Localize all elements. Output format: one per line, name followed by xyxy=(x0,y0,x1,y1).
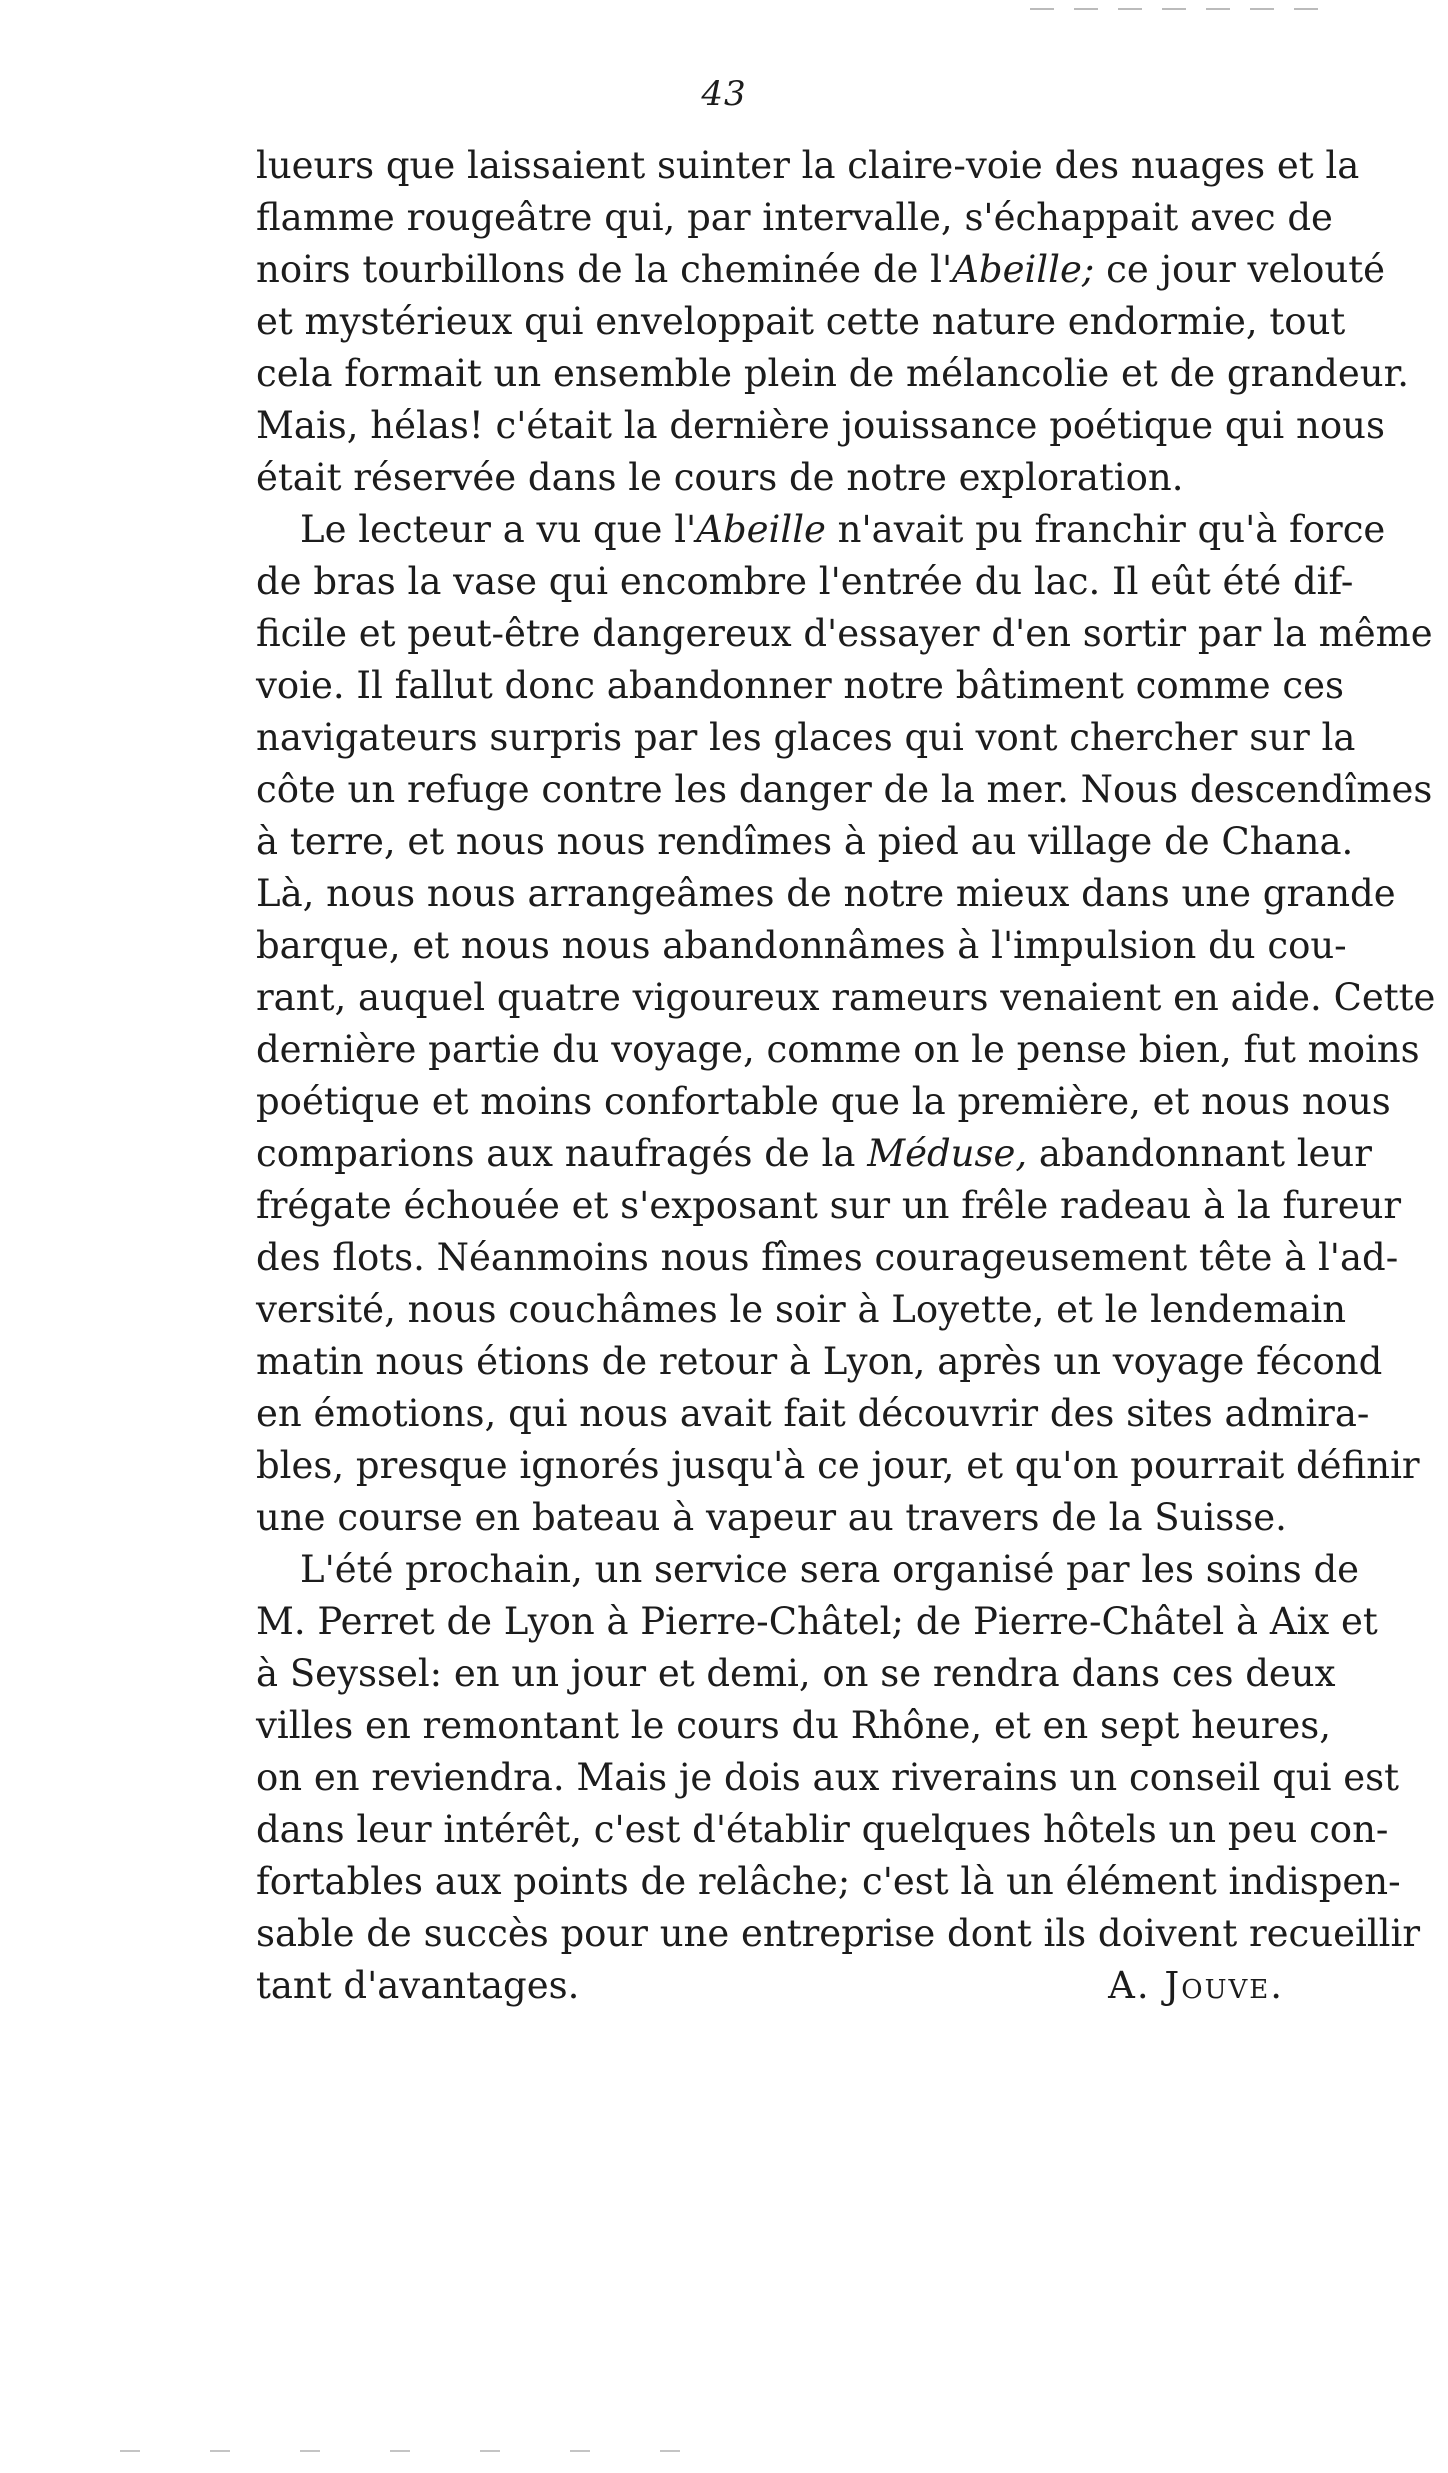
text-line: et mystérieux qui enveloppait cette nature endormie, tout xyxy=(256,300,1346,343)
text-line: frégate échouée et s'exposant sur un frêle radeau à la fureur xyxy=(256,1184,1402,1227)
text-line: noirs tourbillons de la cheminée de l'Abeille; ce jour velouté xyxy=(256,248,1386,291)
text-line: rant, auquel quatre vigoureux rameurs venaient en aide. Cette xyxy=(256,976,1436,1019)
text-line: M. Perret de Lyon à Pierre-Châtel; de Pierre-Châtel à Aix et xyxy=(256,1600,1378,1643)
text-line: Là, nous nous arrangeâmes de notre mieux dans une grande xyxy=(256,872,1396,915)
text-line: dans leur intérêt, c'est d'établir quelques hôtels un peu con- xyxy=(256,1808,1389,1851)
ship-name: Méduse, xyxy=(867,1132,1028,1175)
ship-name: Abeille; xyxy=(952,248,1095,291)
author-signature: A. Jouve. xyxy=(1108,1964,1284,2007)
ship-name: Abeille xyxy=(696,508,826,551)
text-line: voie. Il fallut donc abandonner notre bâtiment comme ces xyxy=(256,664,1345,707)
text-line: ficile et peut-être dangereux d'essayer d'en sortir par la même xyxy=(256,612,1433,655)
text-line: on en reviendra. Mais je dois aux riverains un conseil qui est xyxy=(256,1756,1399,1799)
text-line: sable de succès pour une entreprise dont ils doivent recueillir xyxy=(256,1912,1421,1955)
text-line: matin nous étions de retour à Lyon, après un voyage fécond xyxy=(256,1340,1383,1383)
text-line: lueurs que laissaient suinter la claire-voie des nuages et la xyxy=(256,144,1360,187)
text-line: navigateurs surpris par les glaces qui vont chercher sur la xyxy=(256,716,1356,759)
text-line: Mais, hélas! c'était la dernière jouissance poétique qui nous xyxy=(256,404,1385,447)
text-line: poétique et moins confortable que la première, et nous nous xyxy=(256,1080,1391,1123)
text-line: une course en bateau à vapeur au travers de la Suisse. xyxy=(256,1496,1287,1539)
text-line: des flots. Néanmoins nous fîmes courageusement tête à l'ad- xyxy=(256,1236,1399,1279)
text-line: flamme rougeâtre qui, par intervalle, s'échappait avec de xyxy=(256,196,1333,239)
text-line: tant d'avantages. A. Jouve. xyxy=(256,1960,1324,2012)
text-line: dernière partie du voyage, comme on le pense bien, fut moins xyxy=(256,1028,1420,1071)
text-line: à Seyssel: en un jour et demi, on se rendra dans ces deux xyxy=(256,1652,1336,1695)
text-line: versité, nous couchâmes le soir à Loyette, et le lendemain xyxy=(256,1288,1347,1331)
text-line: cela formait un ensemble plein de mélancolie et de grandeur. xyxy=(256,352,1409,395)
text-line: comparions aux naufragés de la Méduse, abandonnant leur xyxy=(256,1132,1372,1175)
scan-edge-mark-top xyxy=(1030,8,1330,10)
text-line: à terre, et nous nous rendîmes à pied au village de Chana. xyxy=(256,820,1354,863)
text-line: bles, presque ignorés jusqu'à ce jour, et qu'on pourrait définir xyxy=(256,1444,1420,1487)
text-line: en émotions, qui nous avait fait découvrir des sites admira- xyxy=(256,1392,1370,1435)
page-number: 43 xyxy=(701,74,747,114)
text-line: fortables aux points de relâche; c'est là un élément indispen- xyxy=(256,1860,1401,1903)
text-line: villes en remontant le cours du Rhône, et en sept heures, xyxy=(256,1704,1332,1747)
text-line: L'été prochain, un service sera organisé par les soins de xyxy=(300,1548,1360,1591)
body-text xyxy=(256,140,1436,2012)
text-line: de bras la vase qui encombre l'entrée du lac. Il eût été dif- xyxy=(256,560,1354,603)
scan-edge-mark-bottom xyxy=(120,2450,680,2452)
text-line: barque, et nous nous abandonnâmes à l'impulsion du cou- xyxy=(256,924,1347,967)
text-line: Le lecteur a vu que l'Abeille n'avait pu franchir qu'à force xyxy=(300,508,1386,551)
text-line: côte un refuge contre les danger de la mer. Nous descendîmes xyxy=(256,768,1433,811)
text-line: était réservée dans le cours de notre exploration. xyxy=(256,456,1184,499)
